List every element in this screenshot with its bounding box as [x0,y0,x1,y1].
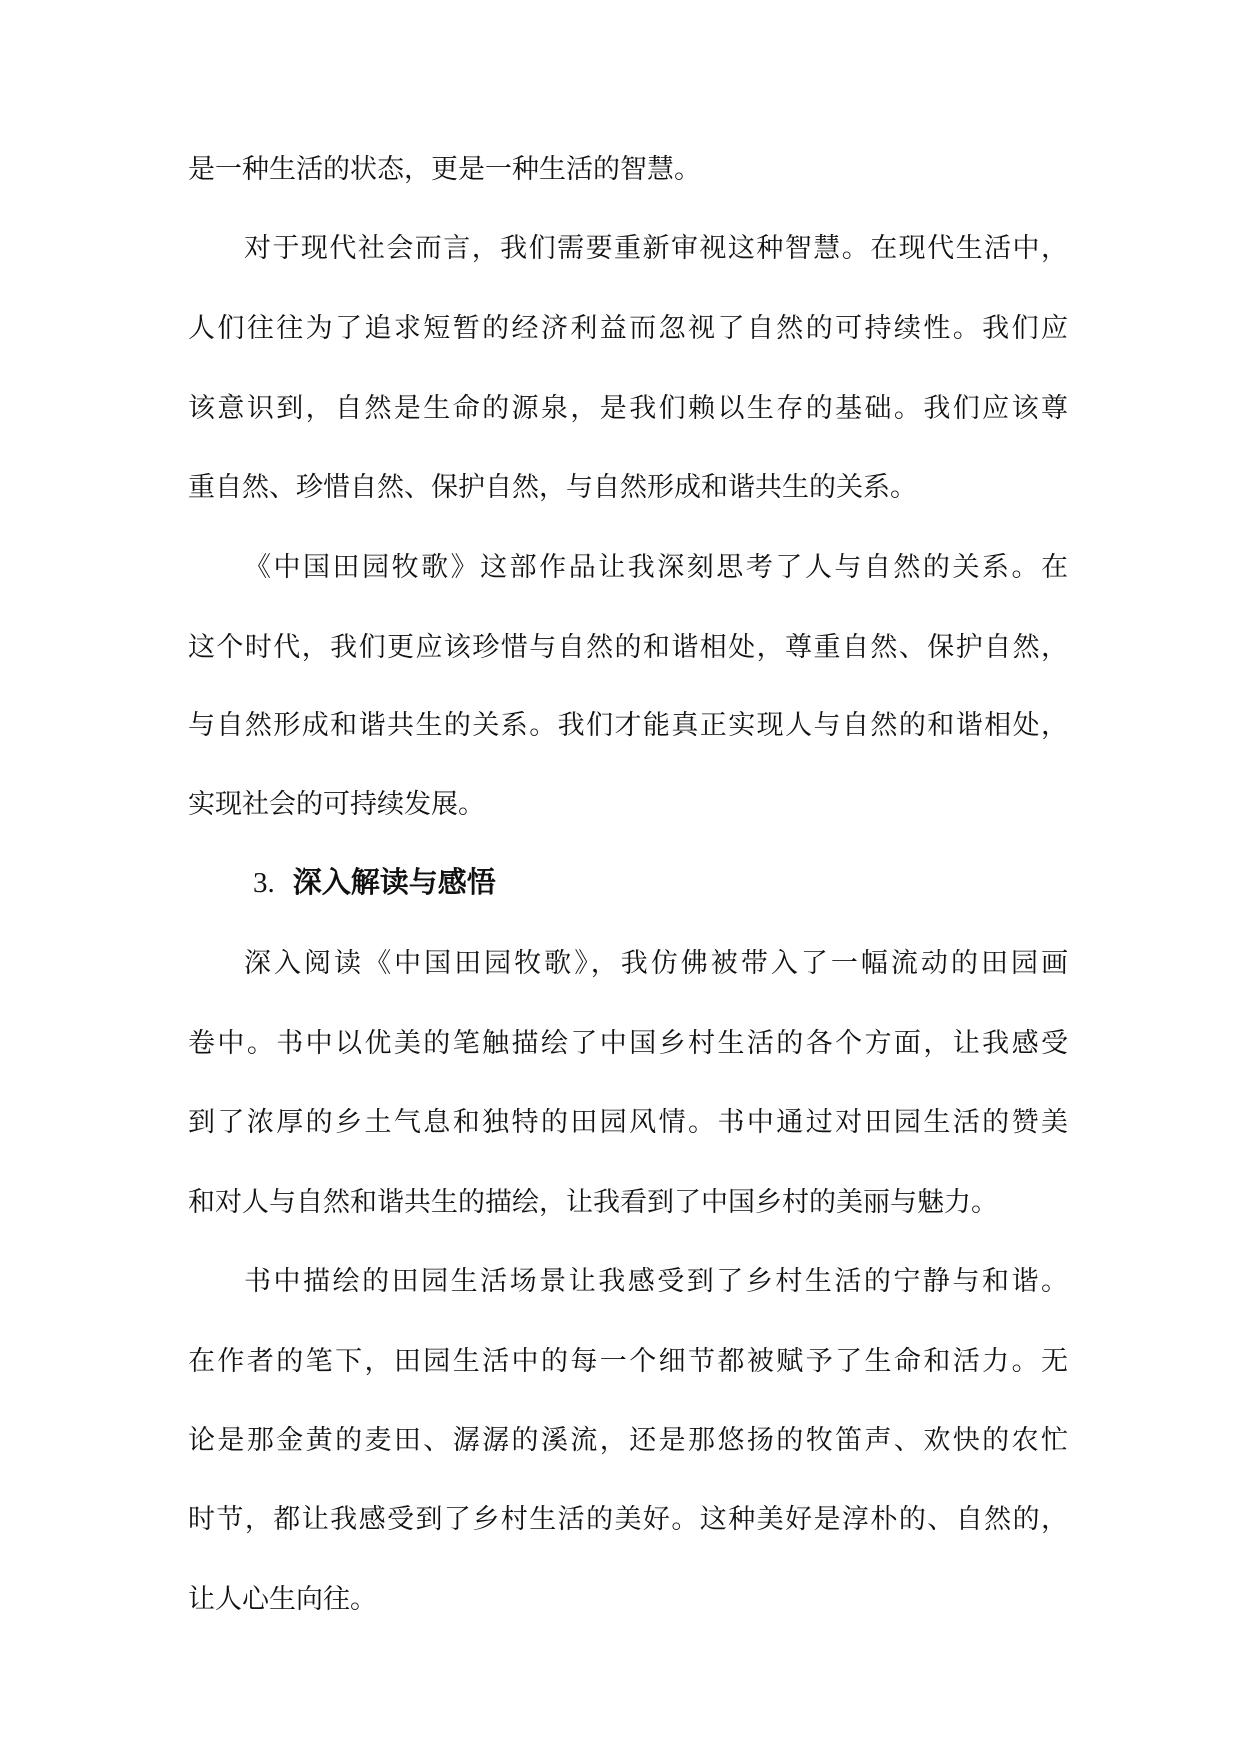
paragraph-line: 深入阅读《中国田园牧歌》，我仿佛被带入了一幅流动的田园画 [244,948,1068,979]
paragraph-line: 人们往往为了追求短暂的经济利益而忽视了自然的可持续性。我们应 [188,313,1068,344]
paragraph-line: 书中描绘的田园生活场景让我感受到了乡村生活的宁静与和谐。 [244,1266,1068,1297]
paragraph-line: 重自然、珍惜自然、保护自然，与自然形成和谐共生的关系。 [188,472,917,503]
paragraph-line: 和对人与自然和谐共生的描绘，让我看到了中国乡村的美丽与魅力。 [188,1187,998,1218]
paragraph-line: 卷中。书中以优美的笔触描绘了中国乡村生活的各个方面，让我感受 [188,1028,1068,1059]
section-heading [253,862,496,903]
paragraph-line: 让人心生向往。 [188,1584,377,1615]
paragraph-line: 与自然形成和谐共生的关系。我们才能真正实现人与自然的和谐相处， [188,710,1068,741]
paragraph-line: 《中国田园牧歌》这部作品让我深刻思考了人与自然的关系。在 [244,552,1068,583]
section-number: 3. [253,867,275,899]
paragraph-line: 是一种生活的状态，更是一种生活的智慧。 [188,154,701,185]
paragraph-line: 在作者的笔下，田园生活中的每一个细节都被赋予了生命和活力。无 [188,1346,1068,1377]
paragraph-line: 到了浓厚的乡土气息和独特的田园风情。书中通过对田园生活的赞美 [188,1107,1068,1138]
paragraph-line: 实现社会的可持续发展。 [188,789,485,820]
paragraph-line: 论是那金黄的麦田、潺潺的溪流，还是那悠扬的牧笛声、欢快的农忙 [188,1425,1068,1456]
paragraph-line: 时节，都让我感受到了乡村生活的美好。这种美好是淳朴的、自然的， [188,1504,1068,1535]
paragraph-line: 这个时代，我们更应该珍惜与自然的和谐相处，尊重自然、保护自然， [188,632,1068,663]
section-title: 深入解读与感悟 [292,865,496,899]
paragraph-line: 对于现代社会而言，我们需要重新审视这种智慧。在现代生活中， [244,233,1068,264]
paragraph-line: 该意识到，自然是生命的源泉，是我们赖以生存的基础。我们应该尊 [188,393,1068,424]
